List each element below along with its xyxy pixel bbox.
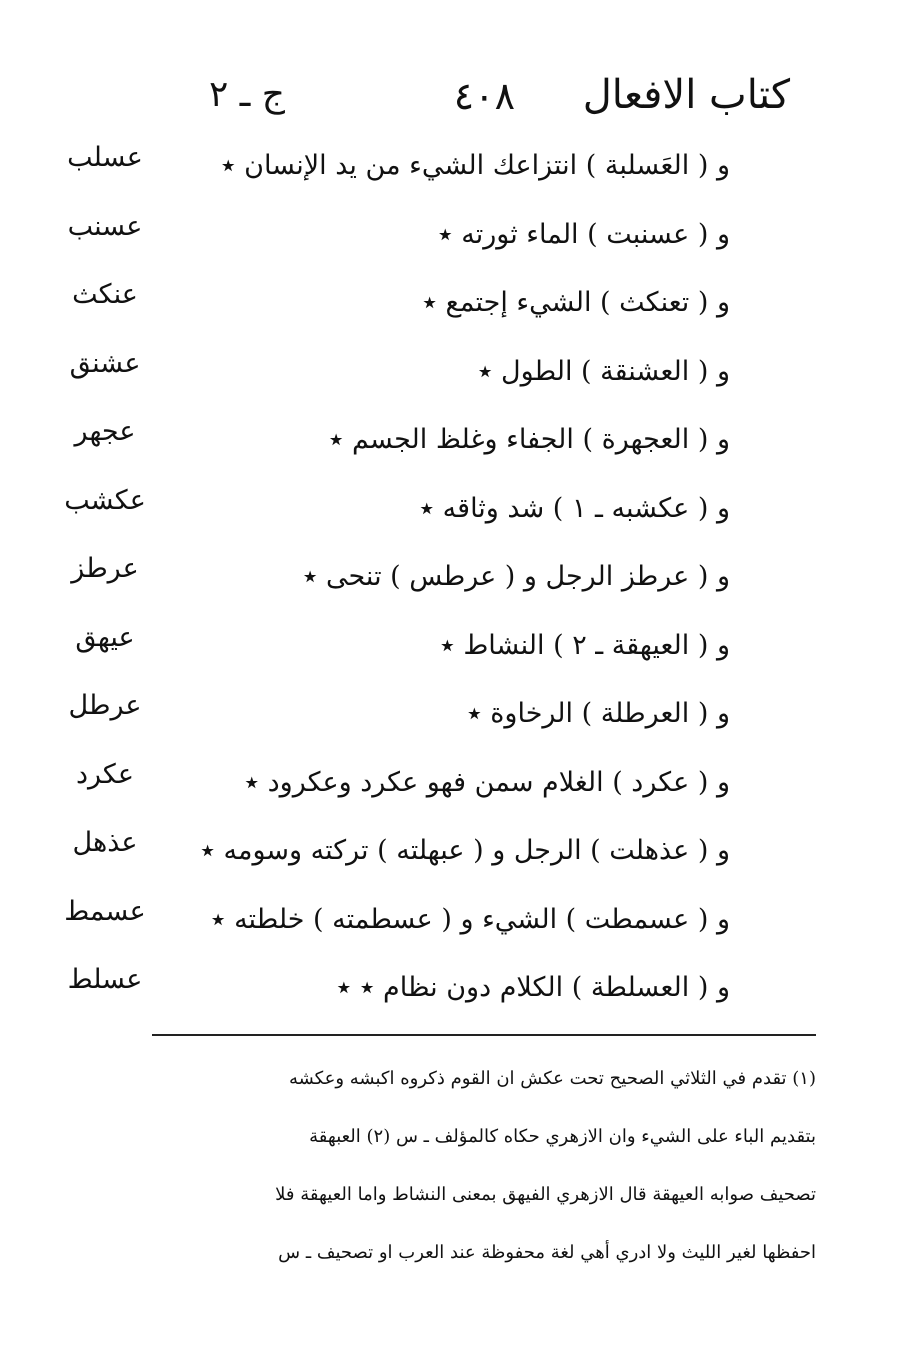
entry-text: و ( تعنكث ) الشيء إجتمع ٭	[422, 287, 730, 318]
entry-text: و ( عذهلت ) الرجل و ( عبهلته ) تركته وسومه ٭	[200, 835, 730, 866]
footnote-line: (١) تقدم في الثلاثي الصحيح تحت عكش ان القوم ذكروه اكبشه وعكشه	[288, 1068, 816, 1089]
footnote-line: احفظها لغير الليث ولا ادري أهي لغة محفوظة عند العرب او تصحيف ـ س	[278, 1242, 816, 1263]
root-word: عسلط	[67, 964, 143, 995]
page-header	[150, 72, 790, 132]
entry-text: و ( عسمطت ) الشيء و ( عسطمته ) خلطته ٭	[210, 903, 730, 935]
book-title: كتاب الافعال	[582, 72, 790, 118]
footnotes	[150, 1050, 816, 1282]
entry-text: و ( العيهقة ـ ٢ ) النشاط ٭	[440, 629, 730, 661]
root-word: عنكث	[72, 279, 138, 310]
entry-text: و ( العسلطة ) الكلام دون نظام ٭ ٭	[336, 972, 730, 1003]
root-word: عشنق	[69, 347, 141, 379]
footnote-line: تصحيف صوابه العيهقة قال الازهري الفيهق بمعنى النشاط واما العيهقة فلا	[275, 1184, 816, 1205]
root-word: عيهق	[75, 621, 135, 653]
entry-text: و ( عرطز الرجل و ( عرطس ) تنحى ٭	[302, 561, 730, 592]
entry-text: و ( عسنبت ) الماء ثورته ٭	[437, 218, 730, 250]
entry-text: و ( العجهرة ) الجفاء وغلظ الجسم ٭	[328, 424, 730, 455]
footnote-divider	[152, 1034, 816, 1036]
root-word: عرطز	[71, 553, 139, 584]
root-word: عذهل	[72, 827, 138, 858]
footnote-line: بتقديم الباء على الشيء وان الازهري حكاه كالمؤلف ـ س (٢) العبهقة	[309, 1126, 816, 1147]
root-word: عسلب	[67, 142, 143, 173]
entry-text: و ( عكشبه ـ ١ ) شد وثاقه ٭	[419, 492, 730, 524]
root-margin-column	[40, 138, 170, 1029]
entry-text: و ( عكرد ) الغلام سمن فهو عكرد وعكرود ٭	[244, 766, 730, 798]
root-word: عكشب	[64, 484, 146, 516]
entry-text: و ( العَسلبة ) انتزاعك الشيء من يد الإنسان ٭	[220, 150, 730, 181]
volume-label: ج ـ ٢	[208, 74, 285, 115]
entry-text: و ( العرطلة ) الرخاوة ٭	[466, 698, 730, 729]
root-word: عسنب	[67, 210, 143, 242]
root-word: عسمط	[64, 895, 146, 927]
root-word: عرطل	[68, 690, 142, 721]
root-word: عجهر	[74, 416, 136, 447]
entry-text: و ( العشنقة ) الطول ٭	[477, 355, 730, 387]
page-number: ٤٠٨	[453, 74, 515, 118]
root-word: عكرد	[76, 758, 134, 790]
